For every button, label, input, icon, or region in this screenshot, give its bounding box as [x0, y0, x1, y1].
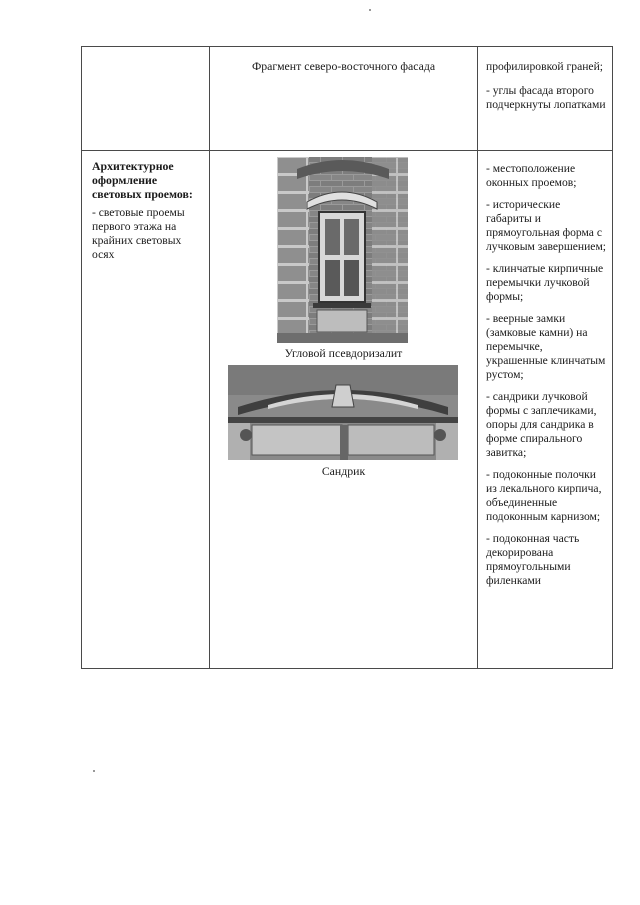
- photo-corner-pseudo-risalit: [277, 157, 408, 343]
- scan-speck: [369, 9, 371, 11]
- element-note: - световые проемы первого этажа на крайних световых осях: [92, 206, 185, 261]
- features-cell-facade: [478, 47, 613, 151]
- scan-speck: [93, 770, 95, 772]
- features-cell-windows: [478, 151, 613, 669]
- element-title: Архитектурное оформление световых проемов:: [92, 159, 193, 201]
- photo-caption: Угловой псевдоризалит: [284, 346, 403, 360]
- feature-item: - клинчатые кирпичные перемычки лучковой формы;: [486, 262, 604, 303]
- feature-item: профилировкой граней;: [486, 60, 603, 73]
- feature-item: - исторические габариты и прямоугольная форма с лучковым завершением;: [486, 198, 607, 253]
- element-cell-windows: [82, 151, 210, 669]
- table-row-window-openings: [82, 151, 613, 669]
- feature-item: - подоконная часть декорирована прямоугольными филенками: [486, 532, 580, 587]
- photo-cell-facade: [210, 47, 478, 151]
- fragment-title: Фрагмент северо-восточного фасада: [251, 59, 436, 73]
- element-cell-empty: [82, 47, 210, 151]
- feature-item: - сандрики лучковой формы с заплечиками, опоры для сандрика в форме спирального завитка;: [486, 390, 597, 459]
- feature-item: - местоположение оконных проемов;: [486, 162, 577, 189]
- heritage-features-table: [81, 46, 613, 669]
- feature-item: - веерные замки (замковые камни) на перемычке, украшенные клинчатым рустом;: [486, 312, 606, 381]
- photo-caption: Сандрик: [321, 464, 366, 478]
- table-row-facade: [82, 47, 613, 151]
- photo-sandrik: [228, 365, 458, 460]
- feature-item: - углы фасада второго подчеркнуты лопатками: [486, 84, 606, 111]
- photo-cell-windows: [210, 151, 478, 669]
- feature-item: - подоконные полочки из лекального кирпича, объединенные подоконным карнизом;: [486, 468, 602, 523]
